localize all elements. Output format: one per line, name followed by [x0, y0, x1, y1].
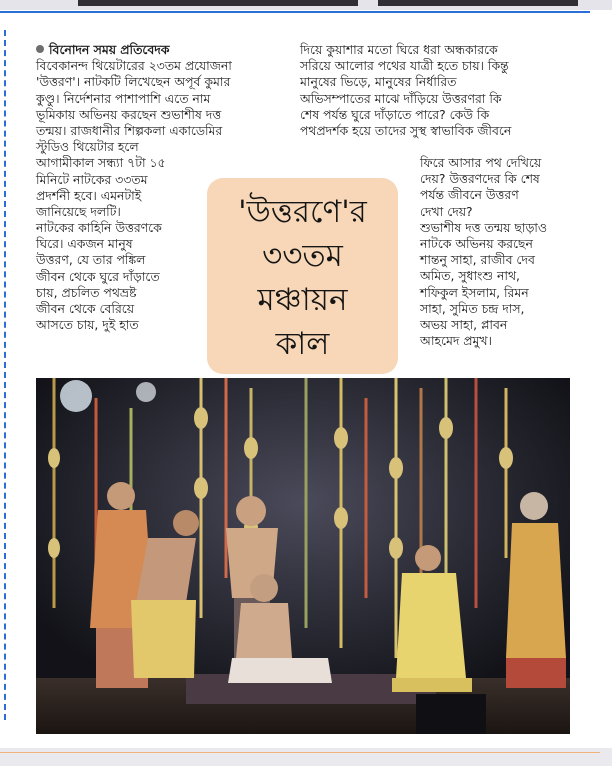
article-line: মানুষের ভিড়ে, মানুষের নির্ধারিত	[300, 74, 457, 90]
header-bar-left	[78, 0, 358, 6]
article-line: ভূমিকায় অভিনয় করছেন শুভাশীষ দত্ত	[36, 106, 222, 122]
article-line: দিয়ে কুয়াশার মতো ঘিরে ধরা অন্ধকারকে	[300, 42, 498, 57]
article-line: চায়, প্রচলিত পথভ্রষ্ট	[36, 284, 137, 300]
article-line: পথপ্রদর্শক হয়ে তাদের সুস্থ স্বাভাবিক জীবনে	[300, 122, 512, 138]
article-line: ঘিরে। একজন মানুষ	[36, 236, 133, 252]
article-line: জীবন থেকে ঘুরে দাঁড়াতে	[36, 268, 160, 284]
article-line: বিবেকানন্দ থিয়েটারের ২৩তম প্রযোজনা	[36, 58, 232, 74]
article-line: জীবন থেকে বেরিয়ে	[36, 301, 135, 316]
pull-quote-line: কাল	[275, 326, 330, 362]
article-line: জানিয়েছে দলটি।	[36, 203, 121, 219]
article-line: 'উত্তরণ'। নাটকটি লিখেছেন অপূর্ব কুমার	[36, 74, 231, 90]
article-line: প্রদর্শনী হবে। এমনটাই	[36, 187, 142, 203]
article-line: সরিয়ে আলোর পথের যাত্রী হতে চায়। কিন্তু	[300, 58, 509, 74]
byline-text: বিনোদন সময় প্রতিবেদক	[49, 42, 170, 57]
bottom-rule	[0, 752, 600, 753]
article-line: মিনিটে নাটকের ৩৩তম	[36, 171, 148, 187]
stage-light-icon	[136, 382, 156, 402]
side-dashed-rule	[4, 30, 6, 720]
article-line: শেষ পর্যন্ত ঘুরে দাঁড়াতে পারে? কেউ কি	[300, 106, 490, 122]
article-line: নাটকে অভিনয় করছেন	[420, 235, 533, 251]
pull-quote-line: মঞ্চায়ন	[257, 282, 348, 318]
article-line: আগামীকাল সন্ধ্যা ৭টা ১৫	[36, 155, 166, 171]
article-right-column-lower	[420, 155, 547, 349]
article-line: তন্ময়। রাজধানীর শিল্পকলা একাডেমির	[36, 122, 223, 138]
article-line: পর্যন্ত জীবনে উত্তরণ	[420, 187, 519, 203]
article-line: ফিরে আসার পথ দেখিয়ে	[420, 155, 542, 170]
article-line: শফিকুল ইসলাম, রিমন	[420, 284, 529, 300]
article-line: শুভাশীষ দত্ত তন্ময় ছাড়াও	[420, 219, 548, 235]
article-line: স্টুডিও থিয়েটার হলে	[36, 139, 139, 155]
stage-performance-photo	[36, 378, 570, 734]
article-line: অভয় সাহা, প্লাবন	[420, 316, 508, 332]
pull-quote	[207, 190, 398, 366]
article-right-column-top	[300, 42, 511, 139]
bottom-strip	[0, 748, 612, 766]
article-line: শান্তনু সাহা, রাজীব দেব	[420, 252, 535, 268]
article-line: দেখা দেয়?	[420, 203, 473, 219]
header-bar-right	[378, 0, 578, 6]
bullet-icon	[36, 45, 44, 53]
article-line: অভিসম্পাতের মাঝে দাঁড়িয়ে উত্তরণরা কি	[300, 90, 502, 106]
article-line: দেয়? উত্তরণদের কি শেষ	[420, 171, 540, 187]
byline	[36, 42, 232, 58]
article-line: উত্তরণ, যে তার পঙ্কিল	[36, 252, 146, 268]
stage-speaker	[416, 694, 486, 734]
top-header-strip	[0, 0, 612, 10]
article-line: সাহা, সুমিত চন্দ্র দাস,	[420, 300, 525, 316]
pull-quote-line: 'উত্তরণে'র	[238, 194, 367, 230]
article-left-column	[36, 42, 232, 333]
article-line: অমিত, সুধাংশু নাথ,	[420, 268, 520, 284]
article-line: আহমেদ প্রমুখ।	[420, 333, 492, 349]
article-line: আসতে চায়, দুই হাত	[36, 317, 139, 333]
article-line: নাটকের কাহিনি উত্তরণকে	[36, 220, 162, 236]
stage-light-icon	[60, 380, 92, 412]
top-rule	[0, 11, 590, 13]
pull-quote-line: ৩৩তম	[262, 238, 343, 274]
article-line: কুণ্ডু। নির্দেশনার পাশাপাশি এতে নাম	[36, 90, 211, 106]
